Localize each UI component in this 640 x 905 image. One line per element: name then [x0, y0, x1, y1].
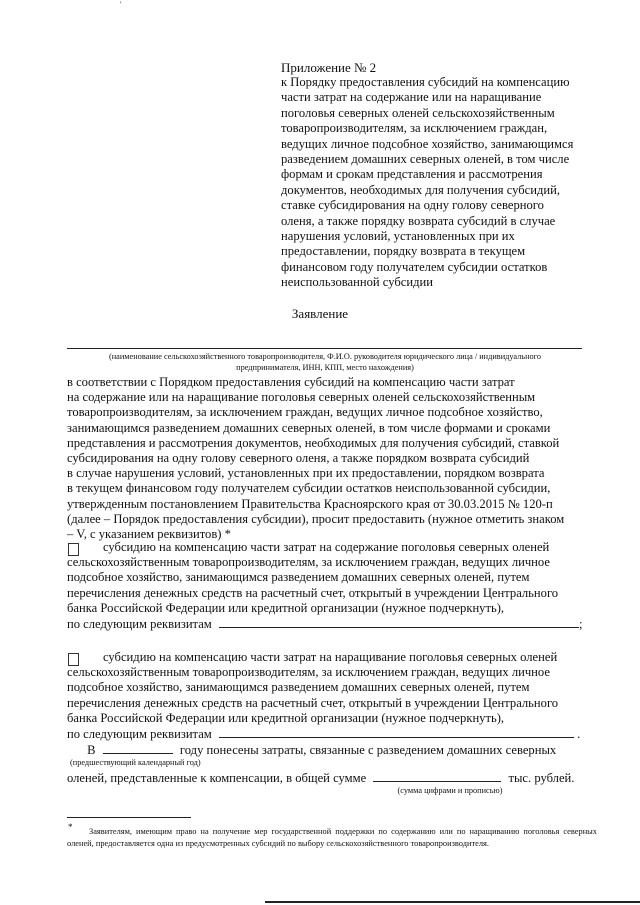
appendix-line: формам и срокам представления и рассмотрения	[281, 167, 543, 182]
intro-line: занимающимся разведением домашних северных оленей, в том числе формами и сроками	[67, 420, 551, 435]
option2-requisites-label: по следующим реквизитам	[67, 727, 212, 742]
appendix-line: поголовья северных оленей сельскохозяйственным	[281, 105, 555, 120]
applicant-caption	[40, 351, 610, 373]
footnote-text	[67, 826, 597, 850]
intro-line: на содержание или на наращивание поголовья северных оленей сельскохозяйственным	[67, 390, 536, 405]
intro-line: в соответствии с Порядком предоставления субсидий на компенсацию части затрат	[67, 375, 515, 389]
costs-line1	[67, 742, 594, 758]
costs-row1	[67, 742, 594, 758]
appendix-title: Приложение № 2	[281, 60, 377, 75]
applicant-caption-line1: (наименование сельскохозяйственного товаропроизводителя, Ф.И.О. руководителя юридического лица / индивидуального	[108, 352, 542, 361]
appendix-line: финансовом году получателем субсидии остатков	[281, 259, 548, 274]
intro-line: товаропроизводителям, за исключением граждан, ведущих личное подсобное хозяйство,	[67, 405, 543, 420]
costs-sum-caption: (сумма цифрами и прописью)	[397, 786, 503, 795]
appendix-line: товаропроизводителям, за исключением граждан,	[281, 121, 548, 136]
option1-line: перечисления денежных средств на расчетный счет, открытый в учреждении Центрального	[67, 585, 559, 600]
costs-year-field[interactable]	[103, 742, 173, 754]
option1-line: банка Российской Федерации или кредитной организации (нужное подчеркнуть),	[67, 600, 505, 615]
option1-paragraph	[67, 540, 594, 632]
document-title: Заявление	[291, 306, 349, 321]
intro-line: представления и рассмотрения документов, необходимых для получения субсидий, ставкой	[67, 435, 560, 450]
intro-paragraph	[67, 375, 594, 542]
appendix-line: нарушения условий, установленных при их	[281, 229, 515, 244]
appendix-line: разведением домашних северных оленей, в том числе	[281, 152, 570, 167]
appendix-line: части затрат на содержание или на наращивание	[281, 90, 542, 105]
appendix-line: оленя, а также порядку возврата субсидий в случае	[281, 213, 556, 228]
option2-requisites-end: .	[577, 727, 581, 742]
option1-line: сельскохозяйственным товаропроизводителям, за исключением граждан, ведущих личное	[67, 555, 550, 570]
option1-requisites-row	[67, 616, 594, 632]
option1-line: субсидию на компенсацию части затрат на содержание поголовья северных оленей	[103, 540, 550, 554]
option2-line: подсобное хозяйство, занимающимся разведением домашних северных оленей, путем	[67, 680, 530, 695]
footnote-mark: *	[68, 822, 73, 832]
footnote-divider	[67, 817, 191, 818]
appendix-line: неиспользованной субсидии	[281, 275, 433, 290]
appendix-line: ведущих личное подсобное хозяйство, занимающимся	[281, 136, 574, 151]
scan-artifact: '	[120, 0, 122, 9]
appendix-line: документов, необходимых для получения субсидий,	[281, 182, 561, 197]
option2-line: субсидию на компенсацию части затрат на наращивание поголовья северных оленей	[103, 650, 558, 664]
appendix-line: ставке субсидирования на одну голову северного	[281, 198, 544, 213]
scan-edge	[265, 901, 640, 903]
option2-line: банка Российской Федерации или кредитной организации (нужное подчеркнуть),	[67, 710, 505, 725]
option1-requisites-label: по следующим реквизитам	[67, 617, 212, 632]
intro-line: в случае нарушения условий, установленных при их предоставлении, порядком возврата	[67, 466, 545, 481]
appendix-block	[281, 60, 601, 291]
option1-line: подсобное хозяйство, занимающимся разведением домашних северных оленей, путем	[67, 570, 530, 585]
option2-line: сельскохозяйственным товаропроизводителям, за исключением граждан, ведущих личное	[67, 665, 550, 680]
costs-suffix: году понесены затраты, связанные с разведением домашних северных	[179, 743, 557, 757]
intro-line: в текущем финансовом году получателем субсидии остатков неиспользованной субсидии,	[67, 481, 551, 496]
costs-prefix: В	[87, 743, 96, 757]
applicant-caption-line2: предпринимателя, ИНН, КПП, место нахождения)	[236, 363, 414, 372]
appendix-text	[281, 75, 601, 291]
costs-row2	[67, 770, 594, 786]
appendix-line: предоставлении, порядку возврата в текущем	[281, 244, 526, 259]
appendix-line: к Порядку предоставления субсидий на компенсацию	[281, 75, 570, 89]
footnote-body: Заявителям, имеющим право на получение мер государственной поддержки по содержанию или по наращиванию поголовья северных оленей, предоставляется одна из предусмотренных субсидий по выбору сельскохозяйственного товаропроизводителя.	[67, 827, 597, 849]
applicant-name-field[interactable]	[67, 348, 582, 349]
costs-line2-prefix: оленей, представленные к компенсации, в общей сумме	[67, 771, 367, 785]
option1-requisites-field[interactable]	[219, 616, 579, 628]
costs-line2-suffix: тыс. рублей.	[508, 771, 575, 785]
costs-year-caption: (предшествующий календарный год)	[70, 758, 201, 767]
option1-requisites-end: ;	[578, 617, 583, 632]
costs-line2	[67, 770, 594, 786]
intro-line: утвержденным постановлением Правительства Красноярского края от 30.03.2015 № 120-п	[67, 496, 553, 511]
option2-paragraph	[67, 650, 594, 742]
intro-line: – V, с указанием реквизитов) *	[67, 527, 231, 542]
intro-line: (далее – Порядок предоставления субсидии), просит предоставить (нужное отметить знаком	[67, 511, 565, 526]
option2-line: перечисления денежных средств на расчетный счет, открытый в учреждении Центрального	[67, 695, 559, 710]
option2-requisites-field[interactable]	[219, 726, 574, 738]
costs-sum-field[interactable]	[373, 770, 501, 782]
option2-requisites-row	[67, 726, 594, 742]
intro-line: субсидирования на одну голову северного оленя, а также порядком возврата субсидий	[67, 451, 530, 466]
